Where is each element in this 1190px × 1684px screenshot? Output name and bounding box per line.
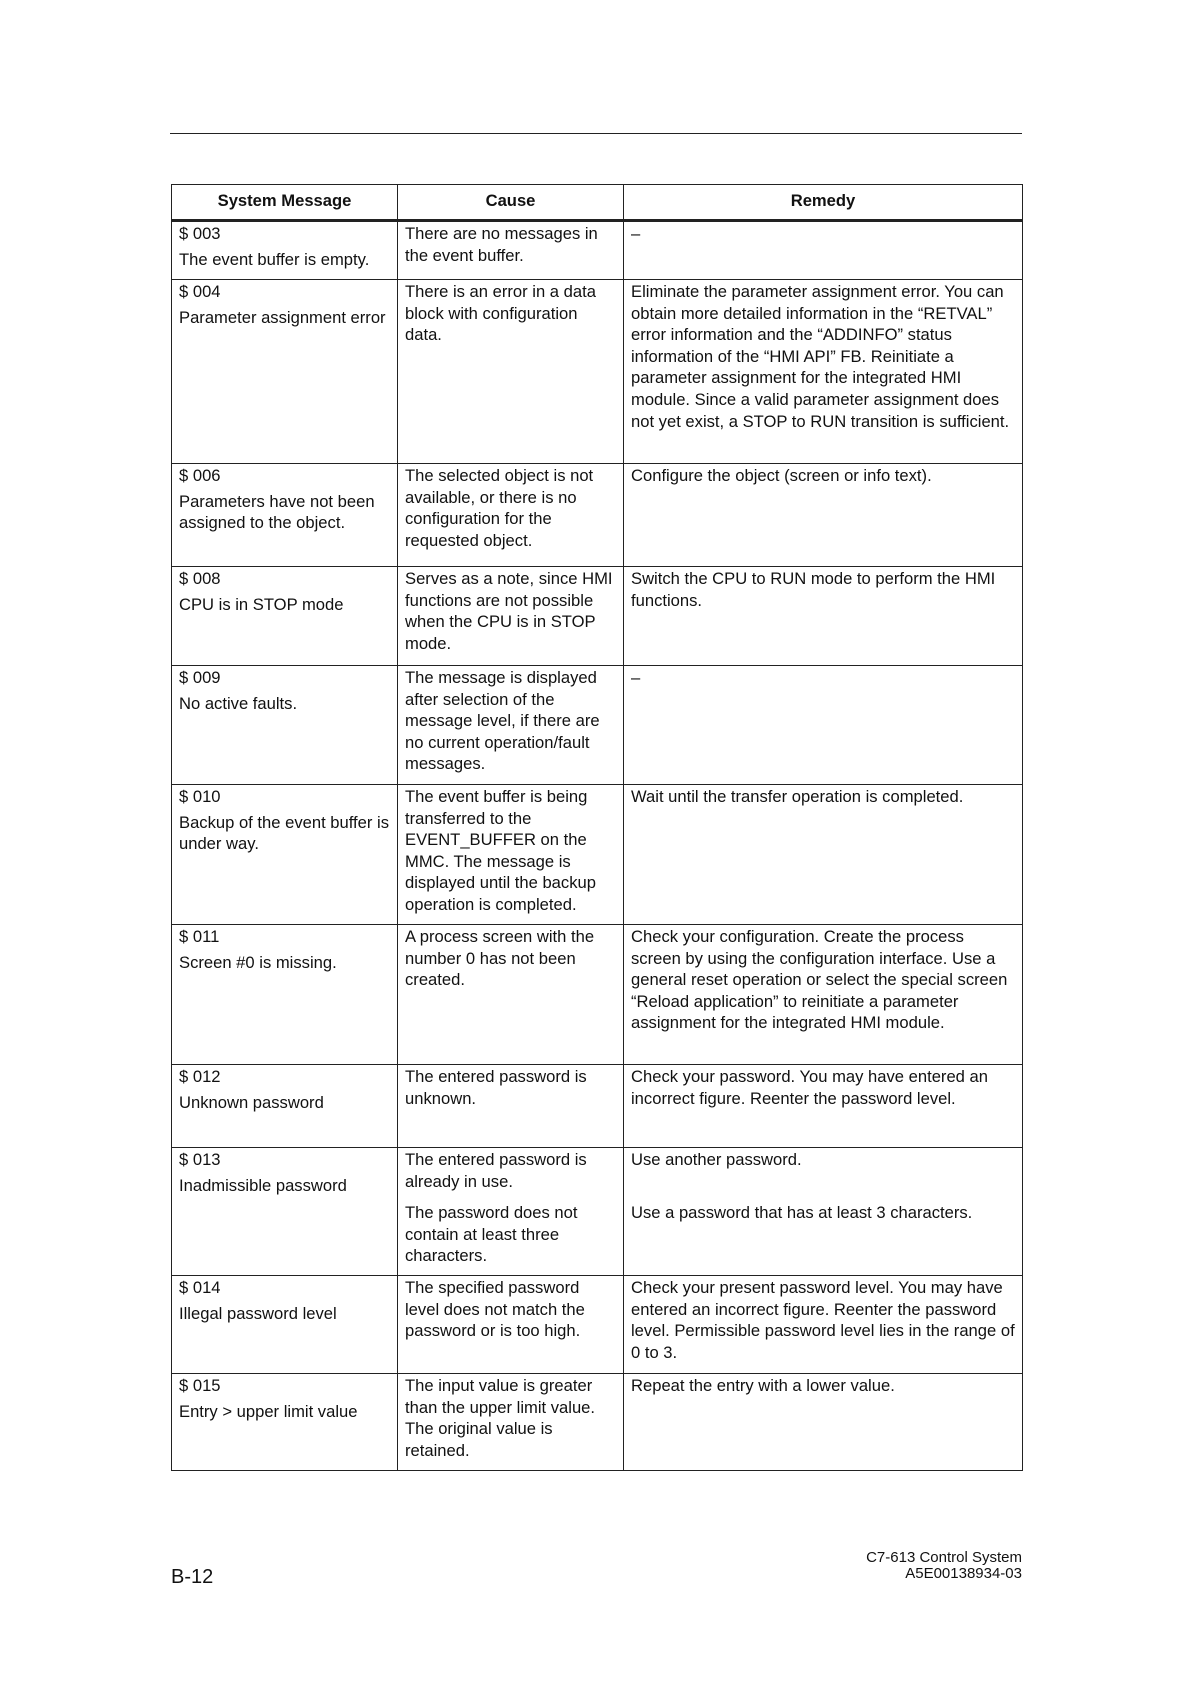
message-cell — [172, 925, 398, 1065]
message-text: Unknown password — [179, 1092, 324, 1112]
message-cell — [172, 1374, 398, 1471]
message-cell — [172, 785, 398, 925]
remedy-cell — [624, 567, 1023, 666]
header-system-message: System Message — [172, 185, 398, 221]
remedy-cell — [624, 925, 1023, 1065]
cause-text: The specified password level does not match the password or is too high. — [405, 1278, 585, 1341]
remedy-text: Switch the CPU to RUN mode to perform the HMI functions. — [631, 569, 996, 610]
message-cell — [172, 464, 398, 567]
remedy-text: Eliminate the parameter assignment error. You can obtain more detailed information in the “RETVAL” error information and the “ADDINFO” status information of the “HMI API” FB. Reinitiate a parameter assignment for the integrated HMI module. Since a valid parameter assignment does not yet exist, a STOP to RUN transition is sufficient. — [631, 282, 1010, 431]
table-row — [172, 1065, 1023, 1148]
message-text: No active faults. — [179, 693, 298, 713]
message-code: $ 003 — [179, 224, 221, 243]
remedy-text: Use a password that has at least 3 characters. — [631, 1203, 973, 1222]
remedy-cell — [624, 221, 1023, 280]
message-text: Parameters have not been assigned to the object. — [179, 491, 375, 533]
cause-text: The entered password is already in use. — [405, 1150, 587, 1191]
cause-text: The entered password is unknown. — [405, 1067, 587, 1108]
cause-cell — [398, 1148, 624, 1276]
page-number: B-12 — [171, 1566, 214, 1588]
message-text: Illegal password level — [179, 1303, 337, 1323]
header-rule — [170, 133, 1022, 134]
message-text: Entry > upper limit value — [179, 1401, 358, 1421]
remedy-text: Use another password. — [631, 1150, 802, 1169]
table-row — [172, 1276, 1023, 1374]
message-cell — [172, 1148, 398, 1276]
header-cause: Cause — [398, 185, 624, 221]
table-row — [172, 666, 1023, 785]
remedy-cell — [624, 1065, 1023, 1148]
remedy-cell — [624, 666, 1023, 785]
table-header-row — [172, 185, 1023, 221]
cause-text: The password does not contain at least three characters. — [405, 1203, 578, 1266]
message-cell — [172, 280, 398, 464]
message-code: $ 014 — [179, 1278, 221, 1297]
cause-text: There is an error in a data block with configuration data. — [405, 282, 596, 345]
cause-cell — [398, 280, 624, 464]
cause-cell — [398, 925, 624, 1065]
document-id: A5E00138934-03 — [905, 1565, 1022, 1582]
message-text: Inadmissible password — [179, 1175, 347, 1195]
message-text: The event buffer is empty. — [179, 249, 370, 269]
product-name: C7-613 Control System — [866, 1549, 1022, 1566]
footer-doc-info — [866, 1550, 1022, 1582]
table-row — [172, 567, 1023, 666]
system-message-table — [171, 184, 1023, 1471]
remedy-text: Configure the object (screen or info text). — [631, 466, 932, 485]
cause-text: The message is displayed after selection of the message level, if there are no current operation/fault messages. — [405, 668, 600, 774]
cause-text: The event buffer is being transferred to the EVENT_BUFFER on the MMC. The message is displayed until the backup operation is completed. — [405, 787, 596, 914]
cause-cell — [398, 666, 624, 785]
message-code: $ 012 — [179, 1067, 221, 1086]
cause-text: A process screen with the number 0 has not been created. — [405, 927, 595, 990]
cause-text: The selected object is not available, or there is no configuration for the requested object. — [405, 466, 594, 550]
cause-cell — [398, 1374, 624, 1471]
message-code: $ 008 — [179, 569, 221, 588]
cause-text: Serves as a note, since HMI functions are not possible when the CPU is in STOP mode. — [405, 569, 613, 653]
header-remedy: Remedy — [624, 185, 1023, 221]
message-cell — [172, 666, 398, 785]
message-code: $ 004 — [179, 282, 221, 301]
cause-cell — [398, 785, 624, 925]
message-cell — [172, 567, 398, 666]
cause-cell — [398, 1276, 624, 1374]
table-row — [172, 925, 1023, 1065]
remedy-cell — [624, 464, 1023, 567]
table-row — [172, 280, 1023, 464]
message-code: $ 009 — [179, 668, 221, 687]
message-cell — [172, 221, 398, 280]
table-row — [172, 1374, 1023, 1471]
message-text: Backup of the event buffer is under way. — [179, 812, 390, 854]
remedy-cell — [624, 1374, 1023, 1471]
table-row — [172, 221, 1023, 280]
cause-cell — [398, 464, 624, 567]
cause-text: There are no messages in the event buffer. — [405, 224, 598, 265]
remedy-text: Wait until the transfer operation is completed. — [631, 787, 964, 806]
remedy-cell — [624, 1148, 1023, 1276]
remedy-cell — [624, 785, 1023, 925]
message-cell — [172, 1276, 398, 1374]
cause-cell — [398, 567, 624, 666]
cause-cell — [398, 1065, 624, 1148]
remedy-text: Check your configuration. Create the process screen by using the configuration interface. Use a general reset operation or select the special screen “Reload application” to reinitiate a parameter assignment for the integrated HMI module. — [631, 927, 1008, 1033]
remedy-text: Check your present password level. You may have entered an incorrect figure. Reenter the password level. Permissible password level lies in the range of 0 to 3. — [631, 1278, 1015, 1362]
remedy-text: – — [631, 224, 641, 243]
remedy-cell — [624, 1276, 1023, 1374]
table-row — [172, 464, 1023, 567]
message-text: Screen #0 is missing. — [179, 952, 337, 972]
message-text: Parameter assignment error — [179, 307, 386, 327]
remedy-text: Repeat the entry with a lower value. — [631, 1376, 895, 1395]
message-code: $ 006 — [179, 466, 221, 485]
table-row — [172, 1148, 1023, 1276]
message-code: $ 015 — [179, 1376, 221, 1395]
remedy-text: Check your password. You may have entered an incorrect figure. Reenter the password level. — [631, 1067, 988, 1108]
remedy-text: – — [631, 668, 641, 687]
table-row — [172, 785, 1023, 925]
message-text: CPU is in STOP mode — [179, 594, 344, 614]
cause-text: The input value is greater than the upper limit value. The original value is retained. — [405, 1376, 596, 1460]
message-cell — [172, 1065, 398, 1148]
message-code: $ 013 — [179, 1150, 221, 1169]
remedy-cell — [624, 280, 1023, 464]
message-code: $ 011 — [179, 927, 220, 946]
cause-cell — [398, 221, 624, 280]
message-code: $ 010 — [179, 787, 221, 806]
